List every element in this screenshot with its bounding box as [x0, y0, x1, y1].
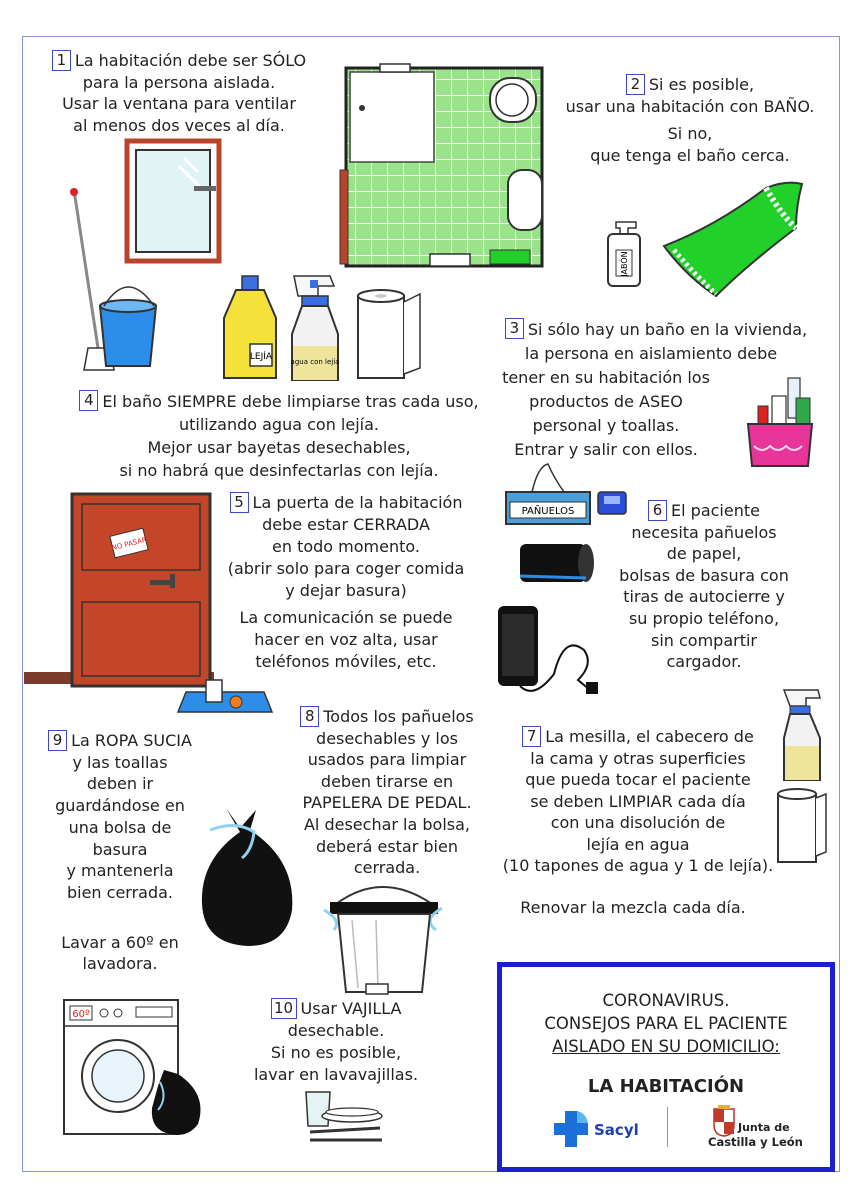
- bathroom-plan-illustration: [340, 64, 546, 270]
- tip-number: 8: [300, 706, 319, 727]
- junta-logo-line-1: Junta de: [738, 1121, 790, 1134]
- tip-2: 2 Si es posible, usar una habitación con BAÑO. Si no, que tenga el baño cerca.: [565, 75, 815, 165]
- tip-number: 10: [271, 998, 297, 1019]
- soap-dispenser-illustration: [602, 220, 646, 290]
- tip-number: 6: [648, 500, 667, 521]
- tip-3: 3 Si sólo hay un baño en la vivienda, la persona en aislamiento debe tener en su habitación los productos de ASEO personal y toallas. Entrar y salir con ellos.: [502, 319, 808, 459]
- washing-machine-illustration: [62, 998, 212, 1140]
- info-box: [497, 962, 835, 1172]
- food-tray-illustration: [176, 676, 274, 716]
- tip-9: 9 La ROPA SUCIA y las toallas deben ir guardándose en una bolsa de basura y mantenerla bien cerrada. Lavar a 60º en lavadora.: [34, 730, 206, 975]
- dishes-illustration: [300, 1088, 386, 1150]
- towel-illustration: [656, 176, 808, 300]
- pedal-bin-illustration: [322, 880, 448, 1000]
- info-box-heading: LA HABITACIÓN: [587, 1076, 745, 1097]
- tip-number: 3: [505, 318, 524, 339]
- sacyl-logo-text: Sacyl: [594, 1121, 639, 1139]
- door-illustration: [24, 492, 214, 692]
- tip-1: 1 La habitación debe ser SÓLO para la persona aislada. Usar la ventana para ventilar al menos dos veces al día.: [34, 50, 324, 136]
- tip-8: 8 Todos los pañuelos desechables y los usados para limpiar deben tirarse en PAPELERA DE PEDAL. Al desechar la bolsa, deberá estar bien cerrada.: [288, 706, 486, 879]
- phone-charger-illustration: [494, 604, 604, 696]
- washer-temperature: 60º: [72, 1009, 90, 1020]
- tip-number: 1: [52, 50, 71, 71]
- bleach-label: LEJÍA: [249, 352, 273, 362]
- junta-logo: [706, 1103, 826, 1151]
- tip-4: 4 El baño SIEMPRE debe limpiarse tras cada uso, utilizando agua con lejía. Mejor usar bayetas desechables, si no habrá que desinfectarlas con lejía.: [58, 390, 500, 482]
- paper-roll-illustration: [354, 288, 424, 382]
- tip-10: 10 Usar VAJILLA desechable. Si no es posible, lavar en lavavajillas.: [253, 999, 419, 1084]
- tissue-box-label: PAÑUELOS: [521, 506, 575, 517]
- sacyl-cross-icon: [552, 1109, 590, 1149]
- paper-roll-illustration: [776, 786, 828, 864]
- spray-bottle-illustration: [780, 688, 826, 784]
- info-box-line-3: AISLADO EN SU DOMICILIO:: [552, 1037, 780, 1056]
- junta-logo-line-2: Castilla y León: [708, 1135, 803, 1149]
- garbage-bag-roll-illustration: [514, 540, 596, 588]
- info-box-line-2: CONSEJOS PARA EL PACIENTE: [544, 1014, 788, 1033]
- no-pass-sign: NO PASAR: [110, 535, 148, 553]
- logos: [502, 1103, 830, 1153]
- soap-label: JABÓN: [620, 251, 629, 277]
- tip-number: 7: [522, 726, 541, 747]
- spray-bottle-illustration: [284, 274, 344, 384]
- tip-number: 4: [79, 390, 98, 411]
- sacyl-logo: [552, 1109, 664, 1149]
- tissue-box-illustration: [504, 462, 594, 530]
- tip-6: 6 El paciente necesita pañuelos de papel, bolsas de basura con tiras de autocierre y su propio teléfono, sin compartir cargador.: [619, 501, 789, 672]
- tip-number: 5: [230, 492, 249, 513]
- bleach-bottle-illustration: [220, 274, 280, 384]
- toiletry-basket-illustration: [744, 374, 816, 472]
- info-box-line-1: CORONAVIRUS.: [602, 991, 730, 1010]
- coat-of-arms-icon: [712, 1105, 736, 1137]
- garbage-bag-illustration: [196, 800, 300, 948]
- logo-divider: [667, 1107, 668, 1147]
- tip-number: 9: [48, 730, 67, 751]
- tip-number: 2: [626, 74, 645, 95]
- tip-5: 5 La puerta de la habitación debe estar CERRADA en todo momento. (abrir solo para coger comida y dejar basura) La comunicación se puede hacer en voz alta, usar teléfonos móviles, etc.: [227, 493, 465, 671]
- mop-bucket-illustration: [70, 188, 160, 378]
- tip-7: 7 La mesilla, el cabecero de la cama y otras superficies que pueda tocar el paciente se deben LIMPIAR cada día con una disolución de lejía en agua (10 tapones de agua y 1 de lejía). Renovar la mezcla cada día.: [502, 727, 774, 917]
- tissue-pack-illustration: [596, 488, 630, 518]
- spray-label: agua con lejía: [290, 358, 340, 366]
